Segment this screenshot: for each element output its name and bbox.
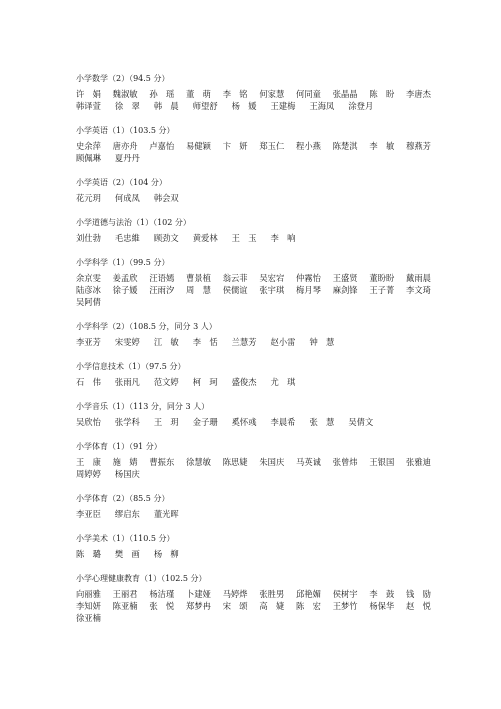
person-name: 杨国庆 (114, 469, 140, 479)
person-name: 唐亦舟 (112, 141, 138, 151)
person-name: 柯 珂 (192, 377, 218, 387)
person-name: 张雅迪 (406, 457, 431, 467)
subject-section (76, 441, 431, 480)
person-name: 李 敏 (369, 141, 395, 151)
subject-section (76, 533, 431, 560)
subject-section (76, 125, 431, 164)
person-name: 奚怀彧 (231, 417, 257, 427)
person-name: 戴雨晨 (406, 273, 431, 283)
person-name: 曹振东 (149, 457, 175, 467)
person-name: 陈亚楠 (112, 601, 138, 611)
person-name: 张学科 (114, 417, 140, 427)
person-name: 范文婷 (153, 377, 179, 387)
subject-section (76, 321, 431, 348)
person-name: 程小燕 (296, 141, 321, 151)
name-row (76, 600, 431, 612)
subject-heading: 小学美术（1）（110.5 分） (76, 534, 175, 543)
name-row (76, 296, 431, 308)
person-name: 吴宏宕 (259, 273, 285, 283)
person-name: 石 伟 (76, 377, 101, 387)
name-row (76, 88, 431, 100)
person-name: 董盼盼 (369, 273, 395, 283)
person-name: 张 慧 (309, 417, 335, 427)
person-name: 孙 瑶 (149, 89, 175, 99)
name-list (76, 272, 431, 308)
person-name: 吴倩文 (348, 417, 374, 427)
name-row (76, 376, 431, 388)
subject-section (76, 73, 431, 112)
person-name: 黄爱林 (192, 233, 218, 243)
person-name: 穆燕芳 (406, 141, 431, 151)
person-name: 马英诚 (296, 457, 321, 467)
person-name: 赵 悦 (406, 601, 431, 611)
person-name: 卢嘉怡 (149, 141, 175, 151)
subject-section (76, 401, 431, 428)
person-name: 郑梦冉 (186, 601, 211, 611)
subject-heading: 小学道德与法治（1）（102 分） (76, 218, 191, 227)
person-name: 顾劲文 (153, 233, 179, 243)
person-name: 周 慧 (186, 285, 211, 295)
name-list (76, 416, 431, 428)
person-name: 陈楚淇 (332, 141, 358, 151)
person-name: 杨洁瑾 (149, 589, 175, 599)
person-name: 陆彦冰 (76, 285, 101, 295)
person-name: 高 婕 (259, 601, 285, 611)
name-list (76, 140, 431, 164)
name-list (76, 88, 431, 112)
name-row (76, 100, 431, 112)
document-body (76, 73, 431, 637)
person-name: 宋 颂 (222, 601, 248, 611)
person-name: 仲霧怡 (296, 273, 321, 283)
subject-heading: 小学体育（2）（85.5 分） (76, 494, 170, 503)
person-name: 郑玉仁 (259, 141, 285, 151)
person-name: 花元玥 (76, 193, 101, 203)
person-name: 徐 翠 (114, 101, 140, 111)
person-name: 王建梅 (270, 101, 296, 111)
person-name: 陈 璐 (76, 549, 101, 559)
person-name: 姜孟欣 (112, 273, 138, 283)
person-name: 徐子媛 (112, 285, 138, 295)
person-name: 陈 宏 (296, 601, 321, 611)
subject-section (76, 257, 431, 308)
person-name: 徐亚楠 (76, 613, 101, 623)
name-list (76, 548, 431, 560)
person-name: 兰慧芳 (231, 337, 257, 347)
person-name: 王海凤 (309, 101, 335, 111)
person-name: 许 娟 (76, 89, 101, 99)
person-name: 陈 盼 (369, 89, 395, 99)
person-name: 徐慧敏 (186, 457, 211, 467)
person-name: 王盛贤 (332, 273, 358, 283)
subject-heading: 小学科学（2）（108.5 分，同分 3 人） (76, 322, 217, 331)
person-name: 顾佩琳 (76, 153, 101, 163)
person-name: 涂登月 (348, 101, 374, 111)
person-name: 赵小雷 (270, 337, 296, 347)
person-name: 张曾炜 (332, 457, 358, 467)
person-name: 张宇琪 (259, 285, 285, 295)
person-name: 何同童 (296, 89, 321, 99)
name-row (76, 508, 431, 520)
person-name: 江 敏 (153, 337, 179, 347)
subject-section (76, 217, 431, 244)
person-name: 陈思婕 (222, 457, 248, 467)
person-name: 李知妍 (76, 601, 101, 611)
person-name: 盛俊杰 (231, 377, 257, 387)
person-name: 邱艳媚 (296, 589, 321, 599)
subject-section (76, 361, 431, 388)
person-name: 李 恬 (192, 337, 218, 347)
subject-section (76, 573, 431, 624)
person-name: 韩会双 (153, 193, 179, 203)
name-row (76, 152, 431, 164)
name-row (76, 456, 431, 468)
name-list (76, 192, 431, 204)
person-name: 李文琦 (406, 285, 431, 295)
subject-heading: 小学体育（1）（91 分） (76, 442, 162, 451)
person-name: 张晶晶 (332, 89, 358, 99)
person-name: 张雨凡 (114, 377, 140, 387)
person-name: 汪语嫣 (149, 273, 175, 283)
name-row (76, 548, 431, 560)
person-name: 李亚芳 (76, 337, 101, 347)
person-name: 钟 慧 (309, 337, 335, 347)
person-name: 杨 媛 (231, 101, 257, 111)
person-name: 韩 晨 (153, 101, 179, 111)
person-name: 马婷烨 (222, 589, 248, 599)
person-name: 周婷婷 (76, 469, 101, 479)
subject-heading: 小学数学（2）（94.5 分） (76, 74, 170, 83)
person-name: 杨保华 (369, 601, 395, 611)
person-name: 王 玥 (153, 417, 179, 427)
person-name: 易健颖 (186, 141, 211, 151)
name-list (76, 588, 431, 624)
person-name: 董光晖 (153, 509, 179, 519)
person-name: 王丽君 (112, 589, 138, 599)
person-name: 史余萍 (76, 141, 101, 151)
name-row (76, 416, 431, 428)
person-name: 王子菁 (369, 285, 395, 295)
person-name: 师望舒 (192, 101, 218, 111)
person-name: 向丽雅 (76, 589, 101, 599)
person-name: 卞 妍 (222, 141, 248, 151)
person-name: 卜建娅 (186, 589, 211, 599)
person-name: 夏丹丹 (114, 153, 140, 163)
person-name: 李晨希 (270, 417, 296, 427)
name-list (76, 456, 431, 480)
person-name: 王银国 (369, 457, 395, 467)
subject-heading: 小学科学（1）（99.5 分） (76, 258, 170, 267)
person-name: 金子珊 (192, 417, 218, 427)
person-name: 何成凤 (114, 193, 140, 203)
subject-section (76, 493, 431, 520)
person-name: 翁云菲 (222, 273, 248, 283)
person-name: 余京雯 (76, 273, 101, 283)
name-list (76, 376, 431, 388)
person-name: 李亚臣 (76, 509, 101, 519)
person-name: 李 鼓 (369, 589, 395, 599)
person-name: 魏淑敏 (112, 89, 138, 99)
person-name: 曹景植 (186, 273, 211, 283)
name-row (76, 468, 431, 480)
person-name: 梅月琴 (296, 285, 321, 295)
person-name: 王 康 (76, 457, 101, 467)
person-name: 汪雨汐 (149, 285, 175, 295)
person-name: 侯树宇 (332, 589, 358, 599)
subject-heading: 小学心理健康教育（1）（102.5 分） (76, 574, 207, 583)
person-name: 韩译萱 (76, 101, 101, 111)
name-row (76, 588, 431, 600)
person-name: 宋雯婷 (114, 337, 140, 347)
name-list (76, 232, 431, 244)
person-name: 王 玉 (231, 233, 257, 243)
name-row (76, 284, 431, 296)
name-row (76, 612, 431, 624)
subject-heading: 小学英语（2）（104 分） (76, 178, 167, 187)
person-name: 何家慧 (259, 89, 285, 99)
person-name: 毛忠維 (114, 233, 140, 243)
person-name: 朱国庆 (259, 457, 285, 467)
person-name: 尤 琪 (270, 377, 296, 387)
person-name: 吴阿倩 (76, 297, 101, 307)
person-name: 王梦竹 (332, 601, 358, 611)
name-list (76, 508, 431, 520)
name-row (76, 232, 431, 244)
subject-heading: 小学英语（1）（103.5 分） (76, 126, 175, 135)
person-name: 李 铭 (222, 89, 248, 99)
person-name: 缪启东 (114, 509, 140, 519)
person-name: 李 响 (270, 233, 296, 243)
person-name: 钱 励 (406, 589, 431, 599)
person-name: 吴欣怡 (76, 417, 101, 427)
person-name: 李唐杰 (406, 89, 431, 99)
person-name: 张胜男 (259, 589, 285, 599)
name-row (76, 192, 431, 204)
subject-heading: 小学音乐（1）（113 分，同分 3 人） (76, 402, 210, 411)
person-name: 刘仕勃 (76, 233, 101, 243)
person-name: 杨 柳 (153, 549, 179, 559)
person-name: 麻剑锋 (332, 285, 358, 295)
person-name: 侯儒谊 (222, 285, 248, 295)
name-list (76, 336, 431, 348)
person-name: 樊 画 (114, 549, 140, 559)
name-row (76, 140, 431, 152)
person-name: 施 婧 (112, 457, 138, 467)
name-row (76, 272, 431, 284)
subject-section (76, 177, 431, 204)
person-name: 董 萌 (186, 89, 211, 99)
subject-heading: 小学信息技术（1）（97.5 分） (76, 362, 186, 371)
person-name: 张 悦 (149, 601, 175, 611)
name-row (76, 336, 431, 348)
